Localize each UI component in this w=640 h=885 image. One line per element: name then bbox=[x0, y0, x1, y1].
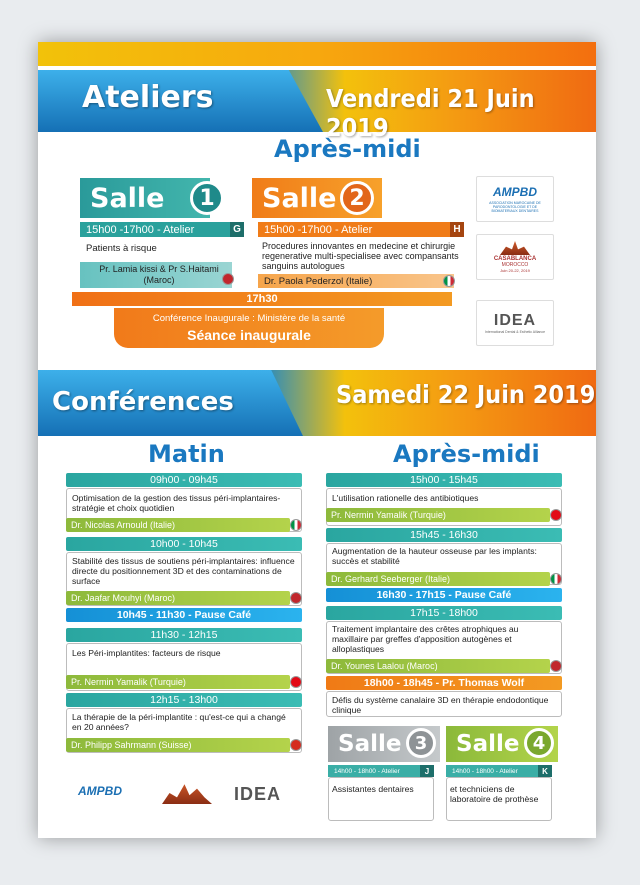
pm-slot-1-desc: L'utilisation rationelle des antibiotiques bbox=[332, 493, 479, 503]
casablanca-logo: CASABLANCA MOROCCO Juin 20-22, 2019 bbox=[476, 234, 554, 280]
apresmidi-title: Après-midi bbox=[393, 440, 540, 468]
morocco-flag-icon bbox=[290, 592, 302, 604]
matin-slot-1-desc: Optimisation de la gestion des tissus péri-implantaires- stratégie et choix quotidien bbox=[72, 493, 281, 513]
salle-2-number: 2 bbox=[340, 181, 374, 215]
matin-slot-3-speaker: Pr. Nermin Yamalik (Turquie) bbox=[66, 675, 290, 689]
turkey-flag-icon bbox=[550, 509, 562, 521]
pm-slot-3-speaker: Dr. Younes Laalou (Maroc) bbox=[326, 659, 550, 673]
pm-slot-3-desc: Traitement implantaire des crêtes atrophiques au maxillaire par greffes d'apposition autogènes et alloplastiques bbox=[332, 624, 519, 654]
salle-4-code: K bbox=[538, 765, 552, 777]
salle-1-number: 1 bbox=[190, 181, 224, 215]
matin-pause: 10h45 - 11h30 - Pause Café bbox=[66, 608, 302, 622]
inaugural-box bbox=[114, 308, 384, 348]
salle-2-code: H bbox=[450, 222, 464, 237]
program-poster bbox=[38, 42, 596, 838]
salle-1-time-bar bbox=[80, 222, 244, 237]
salle-4-time-bar bbox=[446, 765, 552, 777]
matin-slot-3-desc: Les Péri-implantites: facteurs de risque bbox=[72, 648, 221, 658]
salle-2-speaker: Dr. Paola Pederzol (Italie) bbox=[258, 274, 454, 288]
salle-4-time: 14h00 - 18h00 - Atelier bbox=[452, 767, 518, 775]
salle-2-label: Salle bbox=[262, 182, 337, 214]
pm-slot-2-time: 15h45 - 16h30 bbox=[326, 528, 562, 542]
switzerland-flag-icon bbox=[290, 739, 302, 751]
salle-4-number: 4 bbox=[524, 728, 554, 758]
salle-3-header bbox=[328, 726, 440, 762]
italy-flag-icon bbox=[443, 275, 455, 287]
salle-3-code: J bbox=[420, 765, 434, 777]
salle-3-time-bar bbox=[328, 765, 434, 777]
conferences-title: Conférences bbox=[52, 387, 234, 417]
matin-slot-4-speaker: Dr. Philipp Sahrmann (Suisse) bbox=[66, 738, 290, 752]
footer-casablanca-logo bbox=[162, 782, 212, 804]
salle-3-number: 3 bbox=[406, 728, 436, 758]
inaugural-time-bar: 17h30 bbox=[72, 292, 452, 306]
pm-wolf-desc: Défis du système canalaire 3D en thérapie endodontique clinique bbox=[332, 695, 549, 715]
salle-4-label: Salle bbox=[456, 731, 520, 757]
pm-pause: 16h30 - 17h15 - Pause Café bbox=[326, 588, 562, 602]
italy-flag-icon bbox=[290, 519, 302, 531]
salle-2-topic: Procedures innovantes en medecine et chirurgie regenerative multi-specialisee avec compansants sanguins autologues bbox=[262, 241, 459, 271]
matin-title: Matin bbox=[148, 440, 225, 468]
salle-4-desc: et techniciens de laboratoire de prothèse bbox=[450, 784, 539, 804]
salle-1-time: 15h00 -17h00 - Atelier bbox=[86, 223, 195, 236]
salle-1-speaker: Pr. Lamia kissi & Pr S.Haitami (Maroc) bbox=[80, 262, 232, 288]
pm-slot-3-time: 17h15 - 18h00 bbox=[326, 606, 562, 620]
pm-slot-2-speaker: Dr. Gerhard Seeberger (Italie) bbox=[326, 572, 550, 586]
matin-slot-1-speaker: Dr. Nicolas Arnould (Italie) bbox=[66, 518, 290, 532]
pm-slot-1-time: 15h00 - 15h45 bbox=[326, 473, 562, 487]
ateliers-title: Ateliers bbox=[82, 80, 214, 115]
ampbd-logo: AMPBD ASSOCIATION MAROCAINE DE PARODONTOLOGIE ET DE BIOMATERIAUX DENTAIRES bbox=[476, 176, 554, 222]
morocco-flag-icon bbox=[222, 273, 234, 285]
salle-1-topic: Patients à risque bbox=[86, 243, 157, 254]
ateliers-section-title: Après-midi bbox=[274, 135, 421, 163]
pm-wolf-bar: 18h00 - 18h45 - Pr. Thomas Wolf bbox=[326, 676, 562, 690]
skyline-icon bbox=[500, 241, 530, 255]
inaugural-seance: Séance inaugurale bbox=[187, 327, 311, 343]
conferences-date: Samedi 22 Juin 2019 bbox=[336, 380, 596, 409]
matin-slot-4-desc: La thérapie de la péri-implantite : qu'est-ce qui a changé en 20 années? bbox=[72, 712, 286, 732]
ateliers-date: Vendredi 21 Juin 2019 bbox=[326, 84, 535, 142]
matin-slot-2-speaker: Dr. Jaafar Mouhyi (Maroc) bbox=[66, 591, 290, 605]
inaugural-conference: Conférence Inaugurale : Ministère de la santé bbox=[152, 313, 346, 324]
matin-slot-4-time: 12h15 - 13h00 bbox=[66, 693, 302, 707]
pm-slot-2-desc: Augmentation de la hauteur osseuse par les implants: succès et stabilité bbox=[332, 546, 537, 566]
matin-slot-1-time: 09h00 - 09h45 bbox=[66, 473, 302, 487]
salle-2-time: 15h00 -17h00 - Atelier bbox=[264, 223, 373, 236]
salle-3-label: Salle bbox=[338, 731, 402, 757]
matin-slot-3-time: 11h30 - 12h15 bbox=[66, 628, 302, 642]
salle-1-header bbox=[80, 178, 215, 218]
footer-idea-logo: IDEA bbox=[234, 784, 282, 804]
idea-logo: IDEA International Dental & Esthetic Alliance bbox=[476, 300, 554, 346]
salle-3-desc: Assistantes dentaires bbox=[332, 784, 414, 794]
salle-4-header bbox=[446, 726, 558, 762]
turkey-flag-icon bbox=[290, 676, 302, 688]
salle-2-time-bar bbox=[258, 222, 464, 237]
salle-1-code: G bbox=[230, 222, 244, 237]
matin-slot-2-time: 10h00 - 10h45 bbox=[66, 537, 302, 551]
footer-ampbd-logo: AMPBD bbox=[78, 784, 122, 798]
matin-slot-2-desc: Stabilité des tissus de soutiens péri-implantaires: influence directe du positionnement 3D et des contaminations de surface bbox=[72, 556, 295, 586]
salle-1-label: Salle bbox=[90, 182, 165, 214]
pm-slot-1-speaker: Pr. Nermin Yamalik (Turquie) bbox=[326, 508, 550, 522]
morocco-flag-icon bbox=[550, 660, 562, 672]
top-stripe bbox=[38, 42, 596, 66]
salle-3-time: 14h00 - 18h00 - Atelier bbox=[334, 767, 400, 775]
salle-2-header bbox=[252, 178, 382, 218]
italy-flag-icon bbox=[550, 573, 562, 585]
